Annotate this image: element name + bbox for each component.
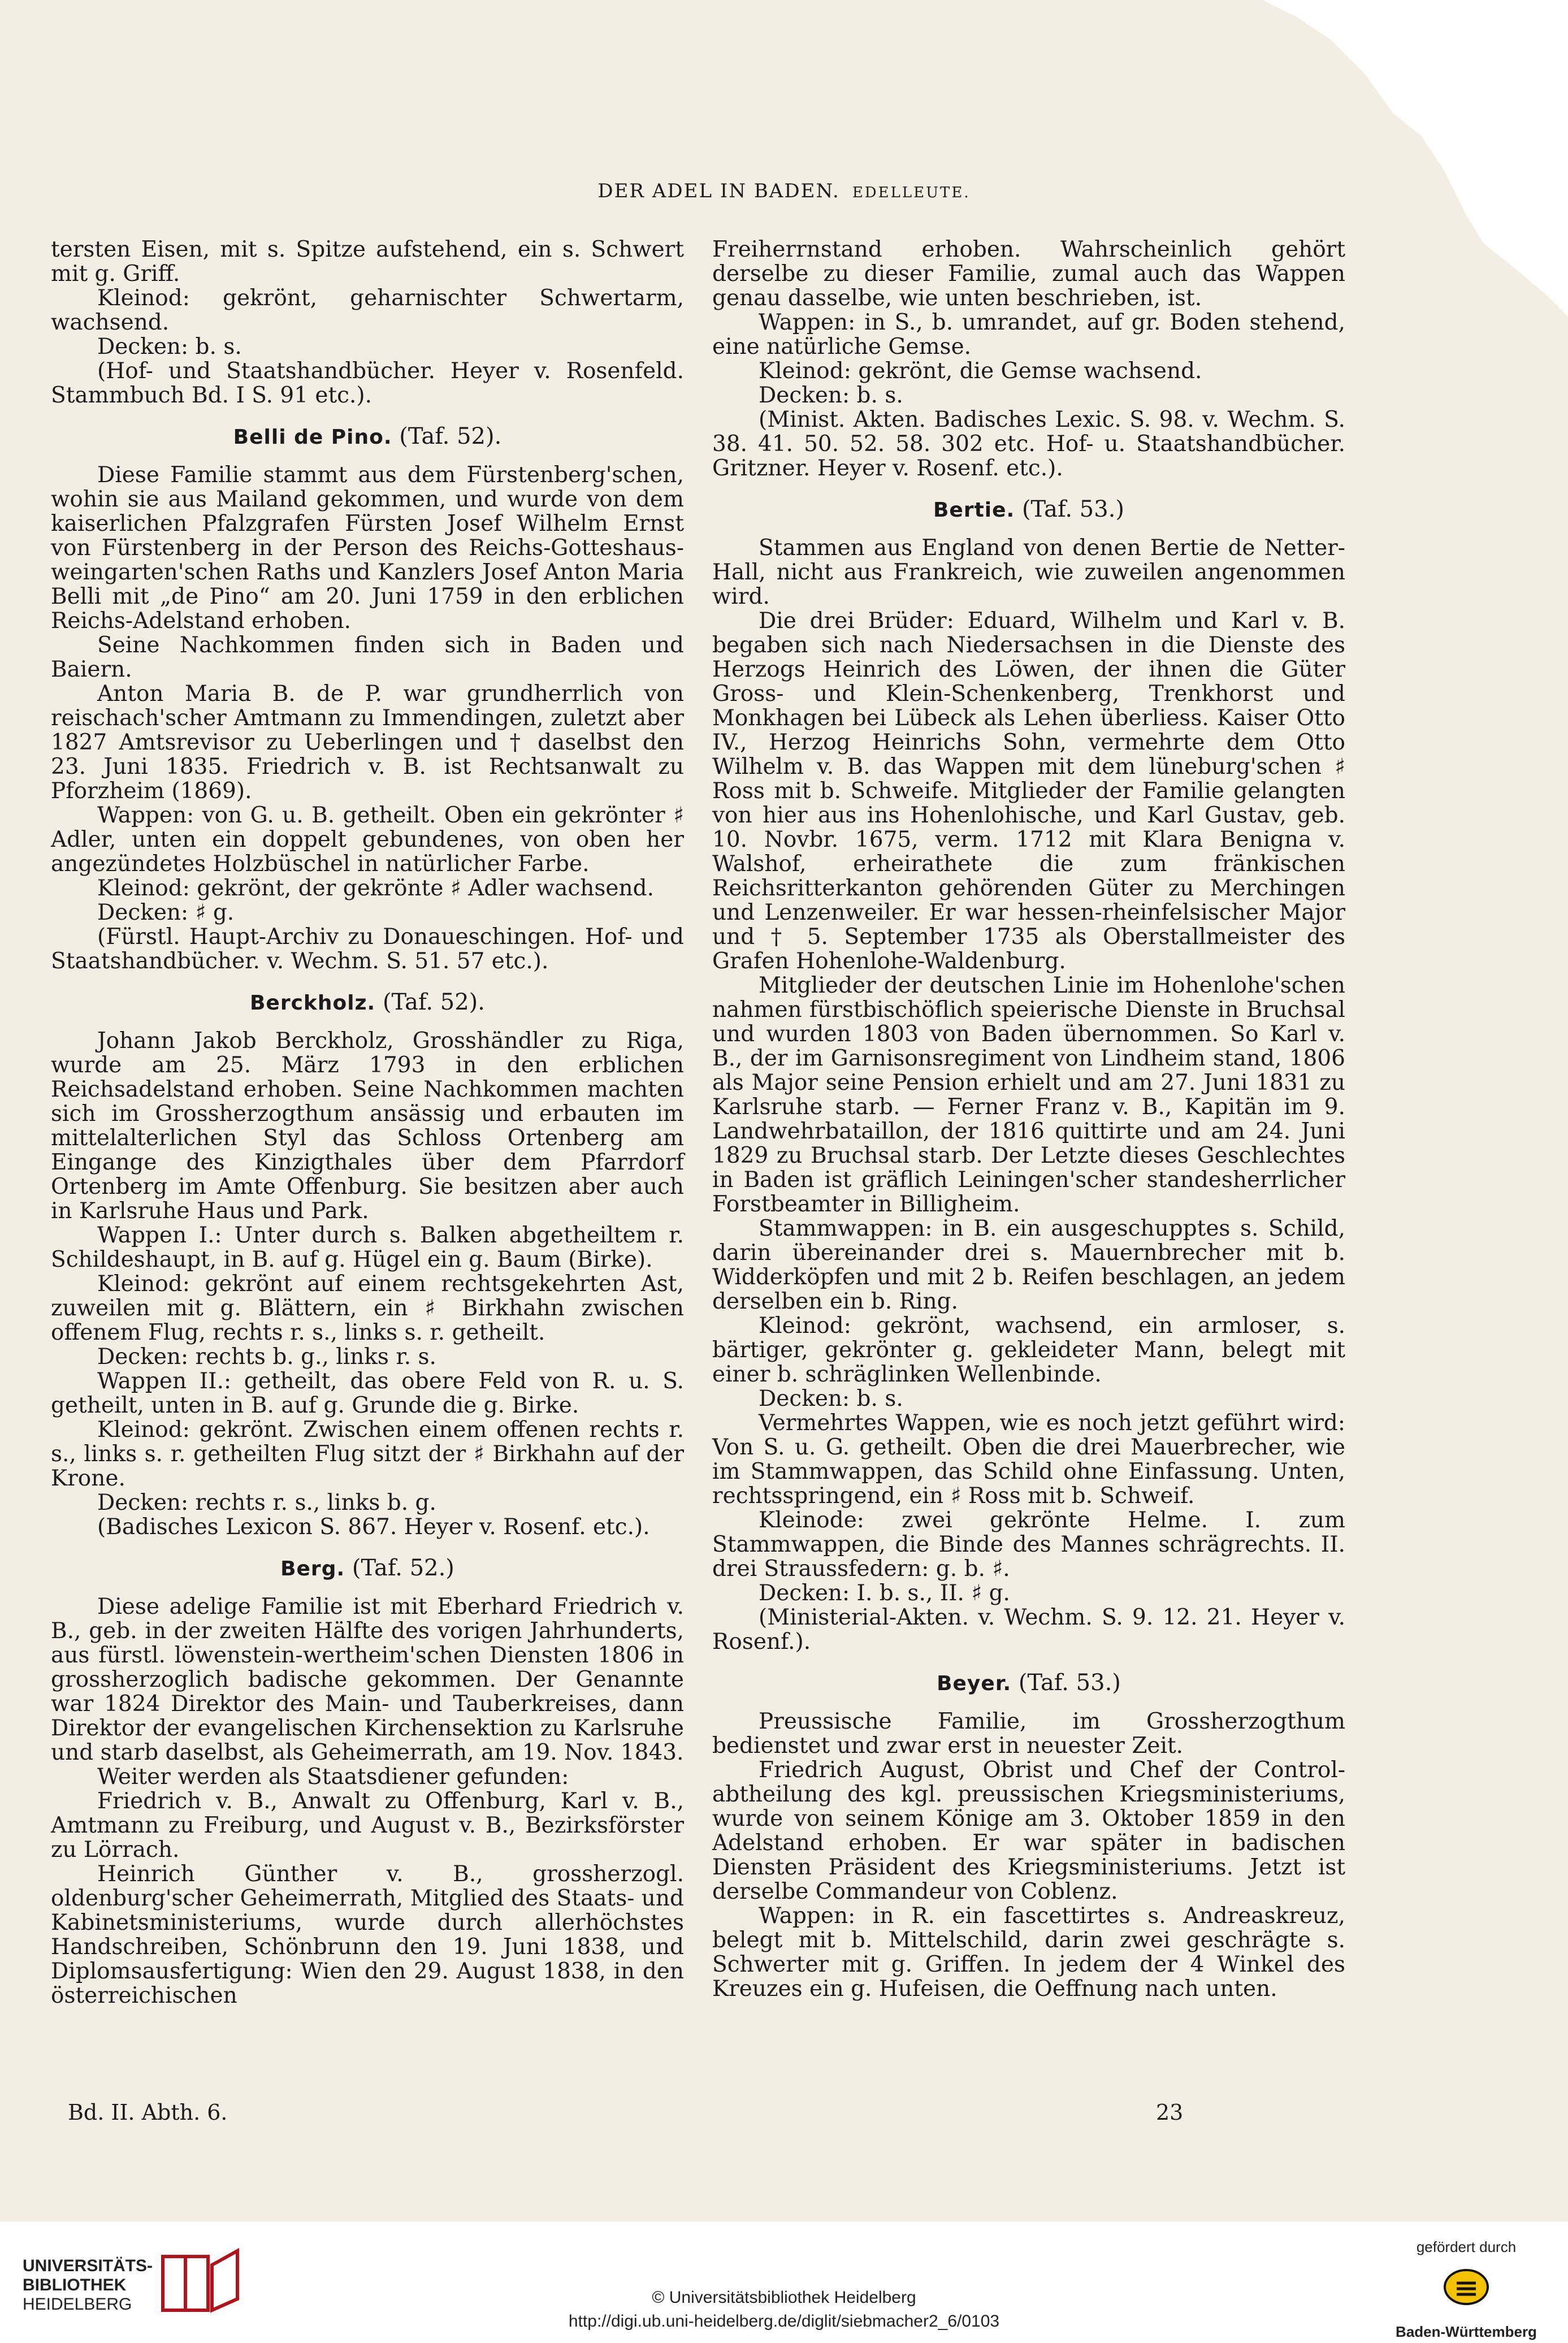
section-name: Bertie. <box>933 499 1015 522</box>
paragraph: Wappen: in S., b. umrandet, auf gr. Boden stehend, eine natürliche Gemse. <box>712 310 1345 360</box>
paragraph: Seine Nachkommen finden sich in Baden und Baiern. <box>51 633 684 682</box>
paragraph: Wappen II.: getheilt, das obere Feld von R. u. S. getheilt, unten in B. auf g. Grunde die g. Birke. <box>51 1368 684 1418</box>
paragraph: Diese Familie stammt aus dem Fürstenberg'schen, wohin sie aus Mailand gekommen, und wurde von dem kaiserlichen Pfalzgrafen Fürsten Josef Wilhelm Ernst von Fürstenberg in der Person des Reichs-Gotteshaus-weingarten'schen Raths und Kanzlers Josef Anton Maria Belli mit „de Pino“ am 20. Juni 1759 in den erblichen Reichs-Adelstand erhoben. <box>51 462 684 634</box>
paragraph: Decken: I. b. s., II. ♯ g. <box>759 1580 1010 1606</box>
paragraph: Preussische Familie, im Grossherzogthum bedienstet und zwar erst in neuester Zeit. <box>712 1709 1345 1759</box>
library-line-2: BIBLIOTHEK <box>23 2276 127 2294</box>
paragraph: Friedrich August, Obrist und Chef der Control-abtheilung des kgl. preussischen Kriegsministeriums, wurde von seinem Könige am 3. Oktober 1859 in den Adelstand erhoben. Er war später in badischen Diensten Präsident des Kriegsministeriums. Jetzt ist derselbe Commandeur von Coblenz. <box>712 1757 1345 1904</box>
paragraph: Decken: b. s. <box>759 1386 903 1411</box>
paragraph: Johann Jakob Berckholz, Grosshändler zu Riga, wurde am 25. März 1793 in den erblichen Reichsadelstand erhoben. Seine Nachkommen machten sich im Grossherzogthum ansässig und erbauten im mittelalterlichen Styl das Schloss Ortenberg am Eingange des Kinzigthales über dem Pfarrdorf Ortenberg im Amte Offenburg. Sie besitzen aber auch in Karlsruhe Haus und Park. <box>51 1028 684 1224</box>
paragraph: Decken: rechts r. s., links b. g. <box>97 1490 436 1515</box>
paragraph: Stammwappen: in B. ein ausgeschupptes s. Schild, darin übereinander drei s. Mauernbrecher mit b. Widderköpfen und mit 2 b. Reifen beschlagen, an jedem derselben ein b. Ring. <box>712 1216 1345 1314</box>
library-logo-icon <box>158 2245 243 2319</box>
paragraph: Wappen I.: Unter durch s. Balken abgetheiltem r. Schildeshaupt, in B. auf g. Hügel ein g. Baum (Birke). <box>51 1223 684 1272</box>
header-title: DER ADEL IN BADEN. <box>597 180 840 202</box>
left-column <box>51 237 684 2008</box>
paragraph: Heinrich Günther v. B., grossherzogl. oldenburg'scher Geheimerrath, Mitglied des Staats- und Kabinetsministeriums, wurde durch allerhöchstes Handschreiben, Schönbrunn den 19. Juni 1838, und Diplomsausfertigung: Wien den 29. August 1838, in den österreichischen <box>51 1861 684 2008</box>
section-heading <box>712 1671 1345 1696</box>
paragraph: Diese adelige Familie ist mit Eberhard Friedrich v. B., geb. in der zweiten Hälfte des vorigen Jahrhunderts, aus fürstl. löwenstein-wertheim'schen Diensten 1806 in grossherzoglich badische gekommen. Der Genannte war 1824 Direktor des Main- und Tauberkreises, dann Direktor der evangelischen Kirchensektion zu Karlsruhe und starb daselbst, als Geheimerrath, am 19. Nov. 1843. <box>51 1594 684 1765</box>
section-heading <box>51 990 684 1015</box>
header-subtitle: EDELLEUTE. <box>852 184 971 201</box>
paragraph: Kleinod: gekrönt, die Gemse wachsend. <box>759 358 1202 384</box>
funder-block <box>1381 2238 1551 2340</box>
library-line-1: UNIVERSITÄTS- <box>23 2257 153 2275</box>
paragraph: Anton Maria B. de P. war grundherrlich von reischach'scher Amtmann zu Immendingen, zuletzt aber 1827 Amtsrevisor zu Ueberlingen und † daselbst den 23. Juni 1835. Friedrich v. B. ist Rechtsanwalt zu Pforzheim (1869). <box>51 681 684 804</box>
paragraph: Kleinod: gekrönt. Zwischen einem offenen rechts r. s., links s. r. getheilten Flug sitzt der ♯ Birkhahn auf der Krone. <box>51 1417 684 1491</box>
section-name: Beyer. <box>937 1672 1012 1695</box>
section-plate: (Taf. 52). <box>382 989 485 1015</box>
paragraph: Kleinode: zwei gekrönte Helme. I. zum Stammwappen, die Binde des Mannes schrägrechts. II. drei Straussfedern: g. b. ♯. <box>712 1508 1345 1582</box>
paragraph: Weiter werden als Staatsdiener gefunden: <box>97 1764 569 1790</box>
paragraph: tersten Eisen, mit s. Spitze aufstehend, ein s. Schwert mit g. Griff. <box>51 237 684 287</box>
section-name: Berckholz. <box>249 991 376 1015</box>
paragraph: (Badisches Lexicon S. 867. Heyer v. Rosenf. etc.). <box>97 1514 650 1540</box>
section-heading <box>712 497 1345 522</box>
paragraph: Decken: b. s. <box>759 383 903 408</box>
section-plate: (Taf. 53.) <box>1021 496 1125 522</box>
copyright-notice: © Universitätsbibliothek Heidelberg <box>652 2288 916 2307</box>
section-plate: (Taf. 53.) <box>1018 1670 1121 1696</box>
paragraph: Vermehrtes Wappen, wie es noch jetzt geführt wird: Von S. u. G. getheilt. Oben die drei Mauerbrecher, wie im Stammwappen, das Schild ohne Einfassung. Unten, rechtsspringend, ein ♯ Ross mit b. Schweif. <box>712 1410 1345 1509</box>
paragraph: Freiherrnstand erhoben. Wahrscheinlich gehört derselbe zu dieser Familie, zumal auch das Wappen genau dasselbe, wie unten beschrieben, ist. <box>712 237 1345 311</box>
section-name: Belli de Pino. <box>233 426 392 449</box>
paragraph: Kleinod: gekrönt, wachsend, ein armloser, s. bärtiger, gekrönter g. gekleideter Mann, belegt mit einer b. schräglinken Wellenbinde. <box>712 1313 1345 1387</box>
page-header <box>0 180 1568 202</box>
section-plate: (Taf. 52). <box>399 423 502 449</box>
paragraph: Wappen: in R. ein fascettirtes s. Andreaskreuz, belegt mit b. Mittelschild, darin zwei geschrägte s. Schwerter mit g. Griffen. In jedem der 4 Winkel des Kreuzes ein g. Hufeisen, die Oeffnung nach unten. <box>712 1903 1345 2002</box>
source-url-link[interactable]: http://digi.ub.uni-heidelberg.de/diglit/siebmacher2_6/0103 <box>568 2312 1000 2331</box>
coat-of-arms-icon <box>1441 2262 1492 2312</box>
library-footer <box>0 2221 1568 2343</box>
paragraph: (Ministerial-Akten. v. Wechm. S. 9. 12. 21. Heyer v. Rosenf.). <box>712 1605 1345 1655</box>
paragraph: Decken: rechts b. g., links r. s. <box>97 1344 436 1370</box>
paragraph: (Hof- und Staatshandbücher. Heyer v. Rosenfeld. Stammbuch Bd. I S. 91 etc.). <box>51 358 684 408</box>
section-heading <box>51 1556 684 1581</box>
library-line-3: HEIDELBERG <box>23 2295 132 2314</box>
section-name: Berg. <box>280 1557 345 1580</box>
paragraph: Kleinod: gekrönt, geharnischter Schwertarm, wachsend. <box>51 285 684 335</box>
section-plate: (Taf. 52.) <box>352 1555 454 1581</box>
section-heading <box>51 425 684 449</box>
paragraph: Die drei Brüder: Eduard, Wilhelm und Karl v. B. begaben sich nach Niedersachsen in die Dienste des Herzogs Heinrich des Löwen, der ihnen die Güter Gross- und Klein-Schenkenberg, Trenkhorst und Monkhagen bei Lübeck als Lehen überliess. Kaiser Otto IV., Herzog Heinrichs Sohn, vermehrte dem Otto Wilhelm v. B. das Wappen mit dem lüneburg'schen ♯ Ross mit b. Schweife. Mitglieder der Familie gelangten von hier aus ins Hohenlohische, und Karl Gustav, geb. 10. Novbr. 1675, verm. 1712 mit Klara Benigna v. Walshof, erheirathete die zum fränkischen Reichsritterkanton gehörenden Güter zu Merchingen und Lenzenweiler. Er war hessen-rheinfelsischer Major und † 5. September 1735 als Oberstallmeister des Grafen Hohenlohe-Waldenburg. <box>712 608 1345 974</box>
paragraph: Stammen aus England von denen Bertie de Netter-Hall, nicht aus Frankreich, wie zuweilen angenommen wird. <box>712 535 1345 609</box>
paragraph: (Minist. Akten. Badisches Lexic. S. 98. v. Wechm. S. 38. 41. 50. 52. 58. 302 etc. Hof- u. Staatshandbücher. Gritzner. Heyer v. Rosenf. etc.). <box>712 407 1345 481</box>
paragraph: Wappen: von G. u. B. getheilt. Oben ein gekrönter ♯ Adler, unten ein doppelt gebundenes, von oben her angezündetes Holzbüschel in natürlicher Farbe. <box>51 803 684 877</box>
funded-by-label: gefördert durch <box>1416 2238 1517 2255</box>
paragraph: Mitglieder der deutschen Linie im Hohenlohe'schen nahmen fürstbischöflich speierische Dienste in Bruchsal und wurden 1803 von Baden übernommen. So Karl v. B., der im Garnisonsregiment von Lindheim stand, 1806 als Major seine Pension erhielt und am 27. Juni 1831 zu Karlsruhe starb. — Ferner Franz v. B., Kapitän im 9. Landwehrbataillon, der 1816 quittirte und am 24. Juni 1829 zu Bruchsal starb. Der Letzte dieses Geschlechtes in Baden ist gräflich Leiningen'scher standesherrlicher Forstbeamter in Billigheim. <box>712 973 1345 1217</box>
volume-label: Bd. II. Abth. 6. <box>68 2100 228 2125</box>
right-column <box>712 237 1345 2001</box>
paragraph: (Fürstl. Haupt-Archiv zu Donaueschingen. Hof- und Staatshandbücher. v. Wechm. S. 51. 57 etc.). <box>51 924 684 974</box>
paragraph: Kleinod: gekrönt, der gekrönte ♯ Adler wachsend. <box>97 876 654 901</box>
paragraph: Friedrich v. B., Anwalt zu Offenburg, Karl v. B., Amtmann zu Freiburg, und August v. B., Bezirksförster zu Lörrach. <box>51 1788 684 1863</box>
paragraph: Kleinod: gekrönt auf einem rechtsgekehrten Ast, zuweilen mit g. Blättern, ein ♯ Birkhahn zwischen offenem Flug, rechts r. s., links s. r. getheilt. <box>51 1271 684 1345</box>
paragraph: Decken: b. s. <box>97 334 242 360</box>
funder-name: Baden-Württemberg <box>1396 2323 1537 2340</box>
page-number: 23 <box>1156 2100 1184 2125</box>
paragraph: Decken: ♯ g. <box>97 900 235 925</box>
